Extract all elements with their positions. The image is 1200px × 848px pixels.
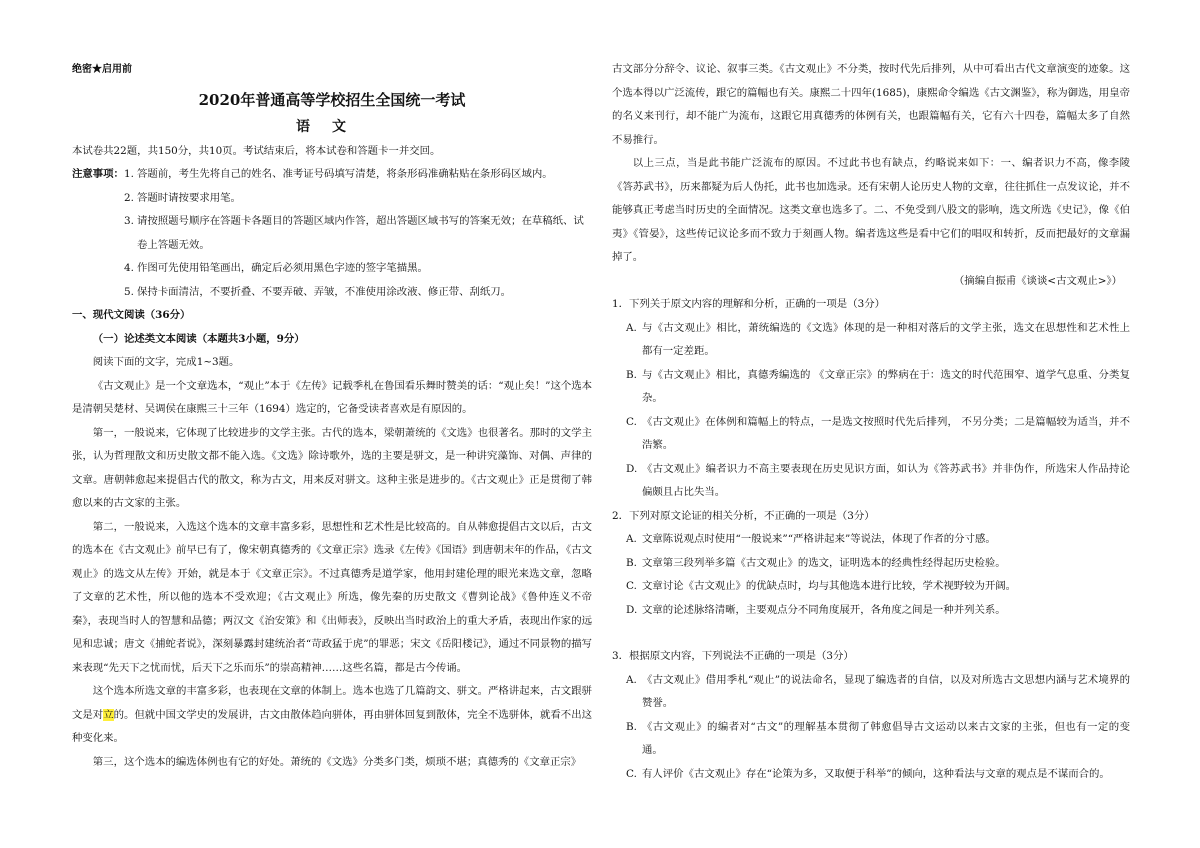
note-text: 请按照题号顺序在答题卡各题目的答题区域内作答，超出答题区域书写的答案无效；在草稿纸、试卷上答题无效。 (137, 215, 584, 251)
notes-list (124, 163, 592, 187)
answer-option[interactable] (612, 716, 1130, 763)
subsection-heading: （一）论述类文本阅读（本题共3小题，9分） (92, 332, 305, 345)
note-item (124, 257, 592, 281)
question-1 (612, 293, 1130, 505)
answer-option[interactable] (612, 364, 1130, 411)
question-stem: 3．根据原文内容，下列说法不正确的一项是（3分） (612, 650, 854, 662)
passage-paragraph-4 (72, 680, 592, 751)
option-key: C. (626, 767, 637, 780)
passage-source: （摘编自振甫《谈谈<古文观止>》） (953, 274, 1122, 287)
option-text: 《古文观止》在体例和篇幅上的特点，一是选文按照时代先后排列， 不另分类；二是篇幅较为适当，并不浩繁。 (642, 415, 1130, 451)
answer-option[interactable] (612, 669, 1130, 716)
answer-option[interactable] (612, 458, 1130, 505)
option-key: D. (626, 603, 638, 616)
answer-option[interactable] (612, 763, 1130, 787)
option-text: 《古文观止》的编者对“古文”的理解基本贯彻了韩愈倡导古文运动以来古文家的主张，但也有一定的变通。 (642, 720, 1130, 756)
option-text: 文章讨论《古文观止》的优缺点时，均与其他选本进行比较，学术视野较为开阔。 (642, 580, 1017, 592)
notes-continued (72, 187, 592, 305)
option-text: 《古文观止》编者识力不高主要表现在历史见识方面，如认为《答苏武书》并非伪作，所选宋人作品持论偏颇且占比失当。 (642, 462, 1130, 498)
option-text: 文章陈说观点时使用“一般说来”“严格讲起来”等说法，体现了作者的分寸感。 (642, 533, 996, 545)
passage-paragraph-2: 第一，一般说来，它体现了比较进步的文学主张。古代的选本，梁朝萧统的《文选》也很著名。那时的文学主张，认为哲理散文和历史散文都不能入选。《文选》除诗歌外，选的主要是骈文，是一种讲究藻饰、对偶、声律的文章。唐朝韩愈起来提倡古代的散文，称为古文，用来反对骈文。这种主张是进步的。《古文观止》正是贯彻了韩愈以来的古文家的主张。 (72, 426, 592, 509)
question-2 (612, 505, 1130, 623)
passage-paragraph-5-continued: 古文部分分辞令、议论、叙事三类。《古文观止》不分类，按时代先后排列，从中可看出古代文章演变的迹象。这个选本得以广泛流传，跟它的篇幅也有关。康熙二十四年(1685)，康熙命令编选《古文渊鉴》，称为御选，用皇帝的名义来刊行，却不能广为流布，这跟它用真德秀的体例有关，也跟篇幅有关，它有六十四卷，篇幅太多了自然不易推行。 (612, 63, 1130, 146)
answer-option[interactable] (612, 552, 1130, 576)
right-column (612, 58, 1130, 786)
question-stem: 1．下列关于原文内容的理解和分析，正确的一项是（3分） (612, 298, 885, 310)
passage-paragraph-1: 《古文观止》是一个文章选本，“观止”本于《左传》记载季札在鲁国看乐舞时赞美的话：“观止矣！”这个选本是清朝吴楚材、吴调侯在康熙三十三年（1694）选定的，它备受读者喜欢是有原因的。 (72, 379, 593, 415)
notes-label: 注意事项： (72, 168, 124, 180)
paragraph-text: 的。但就中国文学史的发展讲，古文由散体趋向骈体，再由骈体回复到散体，完全不选骈体，就看不出这种变化来。 (72, 708, 593, 744)
option-text: 与《古文观止》相比，真德秀编选的 《文章正宗》的弊病在于：选文的时代范围窄、道学气息重、分类复杂。 (642, 368, 1130, 404)
note-number: 5. (124, 285, 134, 298)
passage-paragraph-3: 第二，一般说来，入选这个选本的文章丰富多彩，思想性和艺术性是比较高的。自从韩愈提倡古文以后，古文的选本在《古文观止》前早已有了，像宋朝真德秀的《文章正宗》选录《左传》《国语》到唐朝末年的作品，《古文观止》的选文从左传》开始，就是本于《文章正宗》。不过真德秀是道学家，他用封建伦理的眼光来选文章，忽略了文章的艺术性，所以他的选本不受欢迎；《古文观止》所选，像先秦的历史散文《曹刿论战》《鲁仲连义不帝秦》，表现当时人的智慧和品德；两汉文《治安策》和《出师表》，反映出当时政治上的重大矛盾，表现出作家的远见和忠诚；唐文《捕蛇者说》，深刻暴露封建统治者“苛政猛于虎”的罪恶；宋文《岳阳楼记》，通过不同景物的描写来表现“先天下之忧而忧，后天下之乐而乐”的崇高精神……这些名篇，都是古今传诵。 (72, 520, 592, 674)
note-number: 2. (124, 191, 134, 204)
option-key: D. (626, 462, 638, 475)
subject-title: 语文 (296, 118, 368, 135)
note-item (124, 187, 592, 211)
question-3 (612, 645, 1130, 786)
exam-intro: 本试卷共22题，共150分，共10页。考试结束后，将本试卷和答题卡一并交回。 (72, 144, 441, 157)
answer-option[interactable] (612, 575, 1130, 599)
option-text: 文章的论述脉络清晰，主要观点分不同角度展开，各角度之间是一种并列关系。 (642, 603, 1006, 616)
option-key: B. (626, 720, 637, 733)
option-text: 与《古文观止》相比，萧统编选的《文选》体现的是一种相对落后的文学主张，选文在思想性和艺术性上都有一定差距。 (642, 321, 1130, 357)
option-text: 文章第三段列举多篇《古文观止》的选文，证明选本的经典性经得起历史检验。 (642, 556, 1006, 569)
note-item (124, 163, 592, 187)
confidential-mark: 绝密★启用前 (72, 64, 132, 75)
exam-title: 2020年普通高等学校招生全国统一考试 (198, 90, 466, 109)
option-key: C. (626, 580, 637, 592)
option-key: B. (626, 368, 637, 381)
note-text: 作图可先使用铅笔画出，确定后必须用黑色字迹的签字笔描黑。 (137, 262, 428, 274)
option-key: A. (626, 673, 637, 686)
option-key: A. (626, 533, 637, 545)
answer-option[interactable] (612, 317, 1130, 364)
note-item (124, 210, 592, 257)
passage-paragraph-6: 以上三点，当是此书能广泛流布的原因。不过此书也有缺点，约略说来如下：一、编者识力不高，像李陵《答苏武书》，历来都疑为后人伪托，此书也加选录。还有宋朝人论历史人物的文章，往往抓住一点发议论，并不能够真正考虑当时历史的全面情况。这类文章也选多了。二、不免受到八股文的影响，选文所选《史记》，像《伯夷》《管晏》，这些传记议论多而不致力于刻画人物。编者选这些是看中它们的唱叹和转折，反而把最好的文章漏掉了。 (612, 157, 1130, 263)
option-key: B. (626, 556, 637, 569)
note-number: 4. (124, 262, 134, 274)
answer-option[interactable] (612, 599, 1130, 623)
note-item (124, 281, 592, 305)
section-heading: 一、现代文阅读（36分） (72, 309, 191, 321)
note-text: 答题前，考生先将自己的姓名、准考证号码填写清楚，将条形码准确粘贴在条形码区域内。 (137, 168, 553, 180)
option-key: A. (626, 321, 637, 334)
answer-option[interactable] (612, 528, 1130, 552)
question-stem: 2．下列对原文论证的相关分析，不正确的一项是（3分） (612, 509, 875, 522)
note-number: 1. (124, 168, 134, 180)
option-key: C. (626, 415, 637, 428)
paragraph-text: 这个选本所选文章的丰富多彩，也表现在文章的体制上。选本也选了几篇韵文、骈文。严格讲起来，古文跟骈文是对 (72, 685, 592, 721)
note-text: 保持卡面清洁，不要折叠、不要弄破、弄皱，不准使用涂改液、修正带、刮纸刀。 (137, 285, 512, 298)
left-column (72, 58, 592, 774)
highlighted-text: 立 (103, 708, 114, 721)
note-number: 3. (124, 215, 134, 227)
notes-block (72, 163, 592, 187)
answer-option[interactable] (612, 411, 1130, 458)
passage-paragraph-5: 第三，这个选本的编选体例也有它的好处。萧统的《文选》分类多门类，烦琐不堪；真德秀的《文章正宗》 (92, 755, 582, 768)
option-text: 有人评价《古文观止》存在“论策为多，又取便于科举”的倾向，这种看法与文章的观点是不谋而合的。 (642, 767, 1110, 780)
reading-instruction: 阅读下面的文字，完成1~3题。 (92, 356, 240, 368)
spacer (612, 622, 1130, 645)
option-text: 《古文观止》借用季札“观止”的说法命名，显现了编选者的自信，以及对所选古文思想内涵与艺术境界的赞誉。 (642, 673, 1130, 709)
note-text: 答题时请按要求用笔。 (137, 191, 241, 204)
